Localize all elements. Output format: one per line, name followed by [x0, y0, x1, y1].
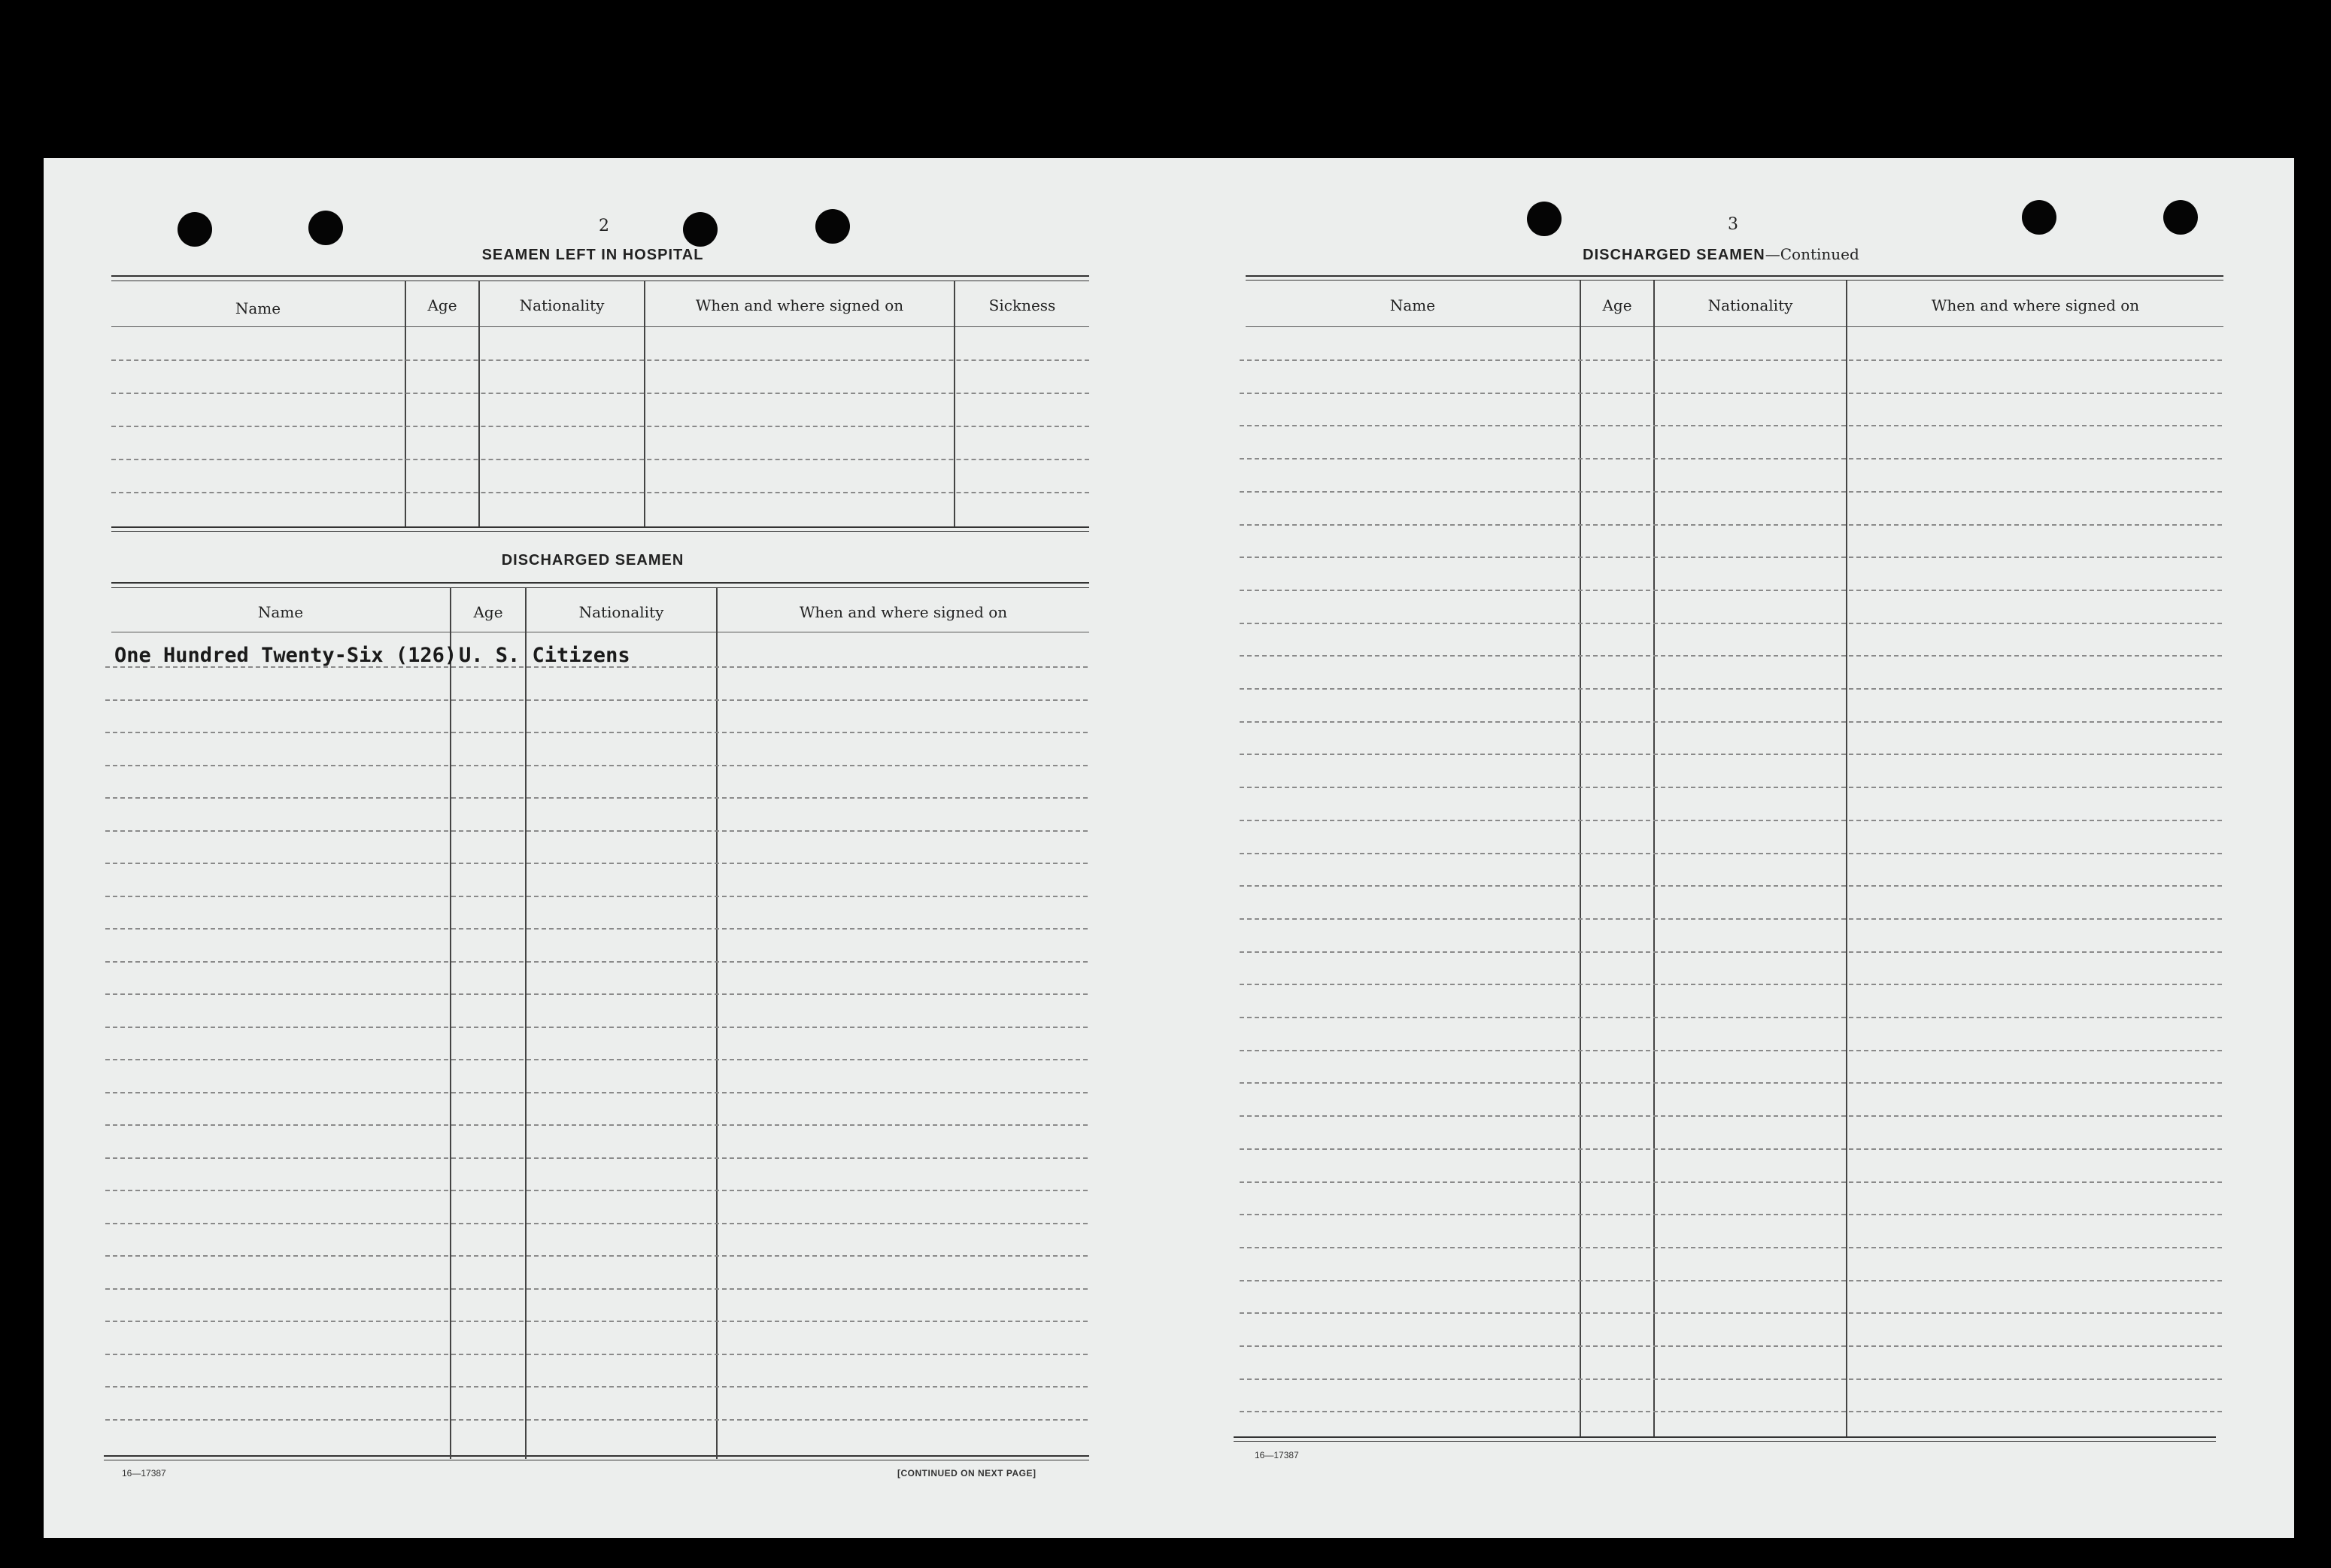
ruled-line	[105, 1092, 1088, 1093]
column-header-age: Age	[1602, 296, 1632, 314]
ruled-line	[1240, 721, 2222, 723]
ruled-line	[1240, 1148, 2222, 1150]
ruled-line	[1240, 1082, 2222, 1084]
ruled-line	[1240, 425, 2222, 426]
ruled-line	[1240, 754, 2222, 755]
column-header-when-where: When and where signed on	[1931, 296, 2140, 314]
document-sheet	[44, 158, 2294, 1538]
ruled-line	[1240, 853, 2222, 854]
punch-hole	[1527, 202, 1562, 236]
ruled-line	[1240, 1280, 2222, 1281]
punch-hole	[308, 211, 343, 245]
ruled-line	[1240, 524, 2222, 526]
continued-suffix: —Continued	[1765, 245, 1859, 263]
ruled-line	[1240, 951, 2222, 953]
ruled-line	[105, 830, 1088, 832]
ruled-line	[105, 961, 1088, 963]
ruled-line	[1240, 1050, 2222, 1051]
ruled-line	[1240, 1181, 2222, 1183]
ruled-line	[105, 993, 1088, 995]
column-header-name: Name	[257, 603, 304, 621]
ruled-line	[1240, 984, 2222, 985]
ruled-line	[105, 1223, 1088, 1224]
ruled-line	[105, 1059, 1088, 1060]
ruled-line	[1240, 655, 2222, 657]
ruled-line	[1240, 491, 2222, 493]
page-number-right: 3	[1728, 215, 1738, 234]
column-header-name: Name	[1389, 296, 1436, 314]
punch-hole	[815, 209, 850, 244]
ruled-line	[105, 1027, 1088, 1028]
discharged-continued-title-main: DISCHARGED SEAMEN	[1583, 247, 1765, 263]
ruled-line	[105, 928, 1088, 930]
ruled-line	[105, 1354, 1088, 1355]
ruled-line	[1240, 1247, 2222, 1248]
ruled-line	[1240, 359, 2222, 361]
hospital-section-title: SEAMEN LEFT IN HOSPITAL	[481, 247, 704, 263]
column-header-name: Name	[235, 299, 281, 317]
discharged-entry-name: One Hundred Twenty-Six (126)	[114, 644, 457, 667]
column-header-when-where: When and where signed on	[695, 296, 904, 314]
form-number-right: 16—17387	[1255, 1450, 1299, 1460]
ruled-line	[105, 1288, 1088, 1290]
ruled-line	[105, 1124, 1088, 1126]
ruled-line	[1240, 1345, 2222, 1347]
ruled-line	[1240, 885, 2222, 887]
ruled-line	[1240, 1378, 2222, 1380]
discharged-section-title: DISCHARGED SEAMEN	[501, 552, 684, 569]
ruled-line	[105, 1419, 1088, 1421]
ruled-line	[1240, 688, 2222, 690]
ruled-line	[105, 1321, 1088, 1322]
ruled-line	[105, 666, 1088, 668]
ruled-line	[105, 797, 1088, 799]
ruled-line	[105, 896, 1088, 897]
column-header-sickness: Sickness	[988, 296, 1056, 314]
ruled-line	[105, 732, 1088, 733]
ruled-line	[1240, 623, 2222, 624]
ruled-line	[1240, 1411, 2222, 1412]
ruled-line	[1240, 1017, 2222, 1018]
ruled-line	[105, 1190, 1088, 1191]
form-number-left: 16—17387	[122, 1468, 166, 1479]
punch-hole	[2022, 200, 2056, 235]
ruled-line	[105, 1386, 1088, 1388]
punch-hole	[2163, 200, 2198, 235]
ruled-line	[105, 765, 1088, 766]
ruled-line	[105, 1255, 1088, 1257]
column-header-age: Age	[427, 296, 457, 314]
ruled-line	[1240, 393, 2222, 394]
ruled-line	[1240, 557, 2222, 558]
ruled-line	[1240, 1115, 2222, 1117]
column-header-age: Age	[473, 603, 503, 621]
ruled-line	[1240, 1214, 2222, 1215]
discharged-entry-nationality: U. S. Citizens	[459, 644, 630, 667]
page-number-left: 2	[599, 217, 609, 235]
ruled-line	[1240, 787, 2222, 788]
discharged-continued-title	[1495, 245, 1947, 264]
ruled-line	[1240, 458, 2222, 459]
ruled-line	[105, 1157, 1088, 1159]
ruled-line	[105, 863, 1088, 864]
continued-note: [CONTINUED ON NEXT PAGE]	[897, 1468, 1037, 1479]
ruled-line	[1240, 918, 2222, 920]
column-header-when-where: When and where signed on	[799, 603, 1008, 621]
ruled-line	[105, 699, 1088, 701]
ruled-line	[1240, 590, 2222, 591]
punch-hole	[178, 212, 212, 247]
column-header-nationality: Nationality	[519, 296, 605, 314]
ruled-line	[1240, 820, 2222, 821]
ruled-line	[1240, 1312, 2222, 1314]
punch-hole	[683, 212, 718, 247]
column-header-nationality: Nationality	[1707, 296, 1793, 314]
column-header-nationality: Nationality	[578, 603, 664, 621]
